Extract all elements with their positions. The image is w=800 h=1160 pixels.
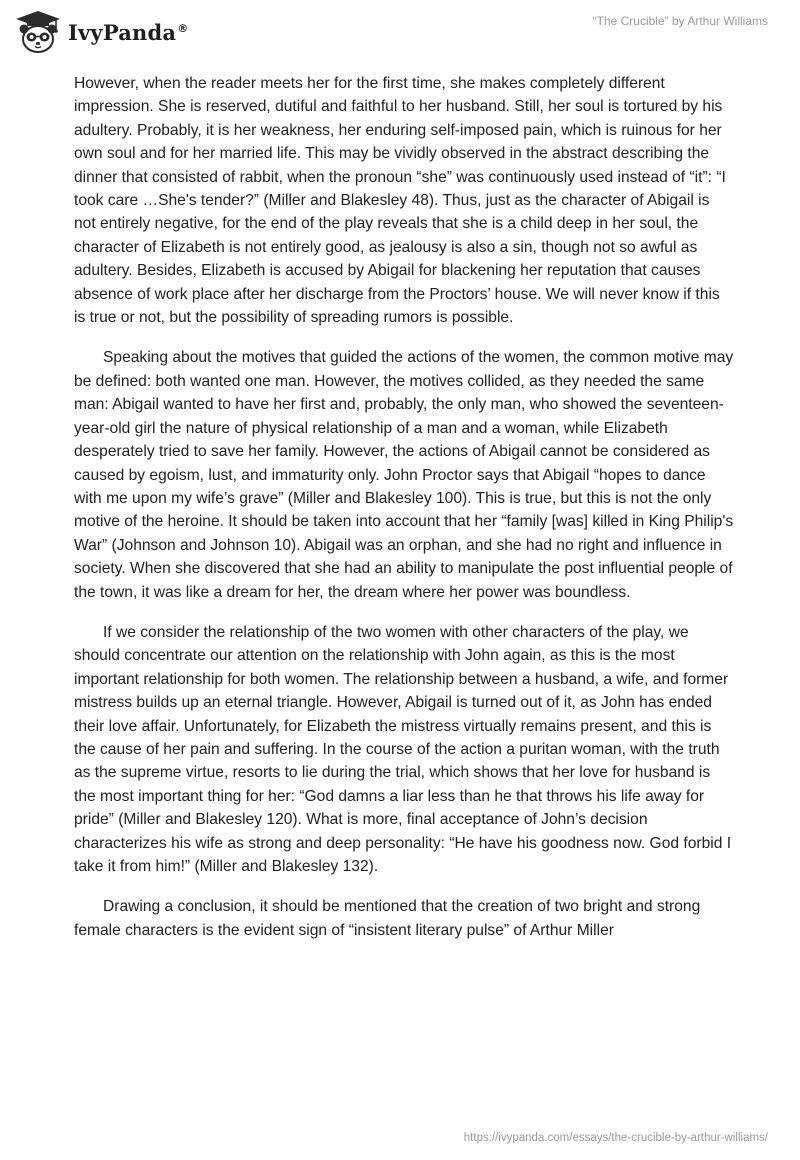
paragraph: If we consider the relationship of the two women with other characters of the play, we should concentrate our attention on the relationship with John again, as this is the most important relationship for both women. The relationship between a husband, a wife, and former mistress builds up an eternal triangle. However, Abigail is turned out of it, as John has ended their love affair. Unfortunately, for Elizabeth the mistress virtually remains present, and this is the cause of her pain and suffering. In the course of the action a puritan woman, with the truth as the supreme virtue, resorts to lie during the trial, which shows that her love for husband is the most important thing for her: “God damns a liar less than he that throws his life away for pride” (Miller and Blakesley 120). What is more, final acceptance of John’s decision characterizes his wife as strong and deep personality: “He have his goodness now. God forbid I take it from him!” (Miller and Blakesley 132). [74,623,732,875]
panda-graduate-logo-icon [12,8,64,56]
paragraph: Drawing a conclusion, it should be mentioned that the creation of two bright and strong female characters is the evident sign of “insistent literary pulse” of Arthur Miller [74,898,701,939]
ivypanda-logo[interactable] [12,8,188,56]
paragraph: However, when the reader meets her for the first time, she makes completely different impression. She is reserved, dutiful and faithful to her husband. Still, her soul is tortured by his adultery. Probably, it is her weakness, her enduring self-imposed pain, which is ruinous for her own soul and for her married life. This may be vividly observed in the abstract describing the dinner that consisted of rabbit, when the pronoun “she” was continuously used instead of “it”: “I took care …She's tender?” (Miller and Blakesley 48). Thus, just as the character of Abigail is not entirely negative, for the end of the play reveals that she is a child deep in her soul, the character of Elizabeth is not entirely good, as jealousy is also a sin, though not so awful as adultery. Besides, Elizabeth is accused by Abigail for blackening her reputation that causes absence of work place after her discharge from the Proctors’ house. We will never know if this is true or not, but the possibility of spreading rumors is possible. [74,75,726,327]
logo-text: IvyPanda® [68,19,189,45]
registered-mark: ® [177,21,189,35]
essay-body [74,72,734,959]
page-header [0,0,800,64]
document-title: “The Crucible” by Arthur Williams [592,14,768,28]
source-url[interactable]: https://ivypanda.com/essays/the-crucible-by-arthur-williams/ [463,1132,768,1144]
paragraph: Speaking about the motives that guided the actions of the women, the common motive may be defined: both wanted one man. However, the motives collided, as they needed the same man: Abigail wanted to have her first and, probably, the only man, who showed the seventeen-year-old girl the nature of physical relationship of a man and a woman, while Elizabeth desperately tried to save her family. However, the actions of Abigail cannot be considered as caused by egoism, lust, and immaturity only. John Proctor says that Abigail “hopes to dance with me upon my wife’s grave” (Miller and Blakesley 100). This is true, but this is not the only motive of the heroine. It should be taken into account that her “family [was] killed in King Philip's War” (Johnson and Johnson 10). Abigail was an orphan, and she had no right and influence in society. When she discovered that she had an ability to manipulate the post influential people of the town, it was like a dream for her, the dream where her power was boundless. [74,349,734,601]
